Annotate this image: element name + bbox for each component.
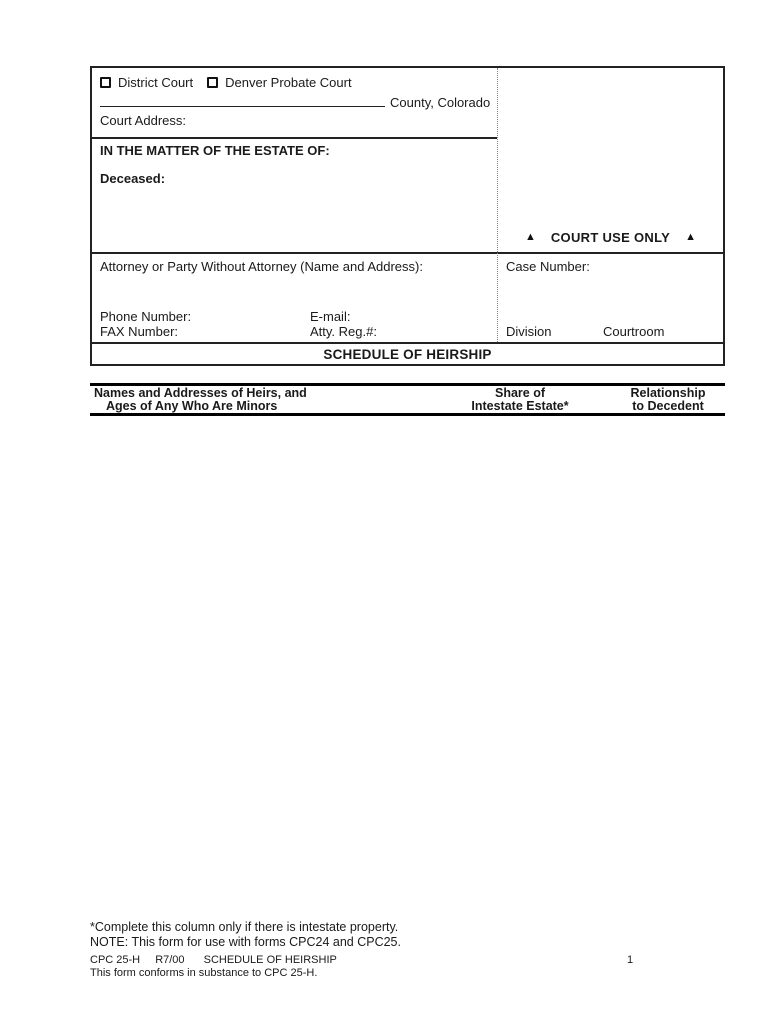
estate-matter-label: IN THE MATTER OF THE ESTATE OF: — [100, 143, 330, 158]
heirs-table-body[interactable] — [90, 416, 725, 911]
conform-note: This form conforms in substance to CPC 25-H. — [90, 966, 318, 979]
division-courtroom-row — [506, 324, 719, 339]
form-title-bar — [92, 342, 723, 364]
fax-attyreg-row — [100, 324, 493, 339]
court-use-cell — [497, 68, 723, 252]
usage-note: NOTE: This form for use with forms CPC24 and CPC25. — [90, 934, 401, 949]
denver-probate-checkbox[interactable] — [207, 77, 218, 88]
case-number-cell[interactable] — [497, 252, 723, 342]
district-court-checkbox[interactable] — [100, 77, 111, 88]
caption-divider-rule — [92, 137, 497, 139]
col2-line2: Intestate Estate* — [471, 399, 569, 413]
form-footer — [90, 920, 725, 980]
court-type-row — [100, 75, 497, 90]
form-id-line — [90, 954, 725, 967]
denver-probate-label: Denver Probate Court — [225, 75, 352, 90]
page-number: 1 — [627, 954, 634, 966]
form-id-title: SCHEDULE OF HEIRSHIP — [203, 954, 337, 966]
phone-email-row — [100, 309, 493, 324]
court-use-row — [498, 230, 723, 245]
col2-line1: Share of — [494, 386, 546, 400]
form-id: CPC 25-H — [90, 954, 141, 966]
col-relationship — [630, 387, 705, 413]
col1-line1: Names and Addresses of Heirs, and — [94, 386, 307, 400]
triangle-up-icon: ▲ — [685, 231, 696, 243]
fax-number-label: FAX Number: — [100, 324, 179, 339]
col1-line2: Ages of Any Who Are Minors — [106, 399, 278, 413]
district-court-label: District Court — [118, 75, 194, 90]
intestate-note: *Complete this column only if there is intestate property. — [90, 920, 399, 934]
col-names-addresses — [94, 387, 307, 413]
email-label: E-mail: — [310, 309, 351, 324]
col3-line2: to Decedent — [632, 399, 704, 413]
county-suffix-label: County, Colorado — [390, 95, 491, 110]
atty-reg-label: Atty. Reg.#: — [310, 324, 377, 339]
attorney-cell[interactable] — [92, 252, 497, 342]
phone-number-label: Phone Number: — [100, 309, 192, 324]
form-title: SCHEDULE OF HEIRSHIP — [323, 346, 492, 362]
denver-probate-item — [207, 75, 351, 90]
attorney-contact-rows — [100, 309, 493, 339]
court-caption-box — [90, 66, 725, 366]
col-share-intestate — [471, 387, 568, 413]
case-number-label: Case Number: — [506, 259, 590, 274]
col3-line1: Relationship — [630, 386, 706, 400]
courtroom-label: Courtroom — [603, 324, 665, 339]
deceased-label: Deceased: — [100, 171, 166, 186]
form-revision: R7/00 — [155, 954, 185, 966]
court-info-cell — [92, 68, 497, 252]
triangle-up-icon: ▲ — [525, 231, 536, 243]
court-address-label: Court Address: — [100, 113, 186, 128]
county-name-field[interactable] — [100, 94, 385, 107]
division-label: Division — [506, 324, 552, 339]
heirs-table-header — [90, 383, 725, 416]
attorney-label: Attorney or Party Without Attorney (Name and Address): — [100, 259, 423, 274]
court-use-only-label: COURT USE ONLY — [550, 230, 671, 245]
county-row — [100, 94, 497, 111]
